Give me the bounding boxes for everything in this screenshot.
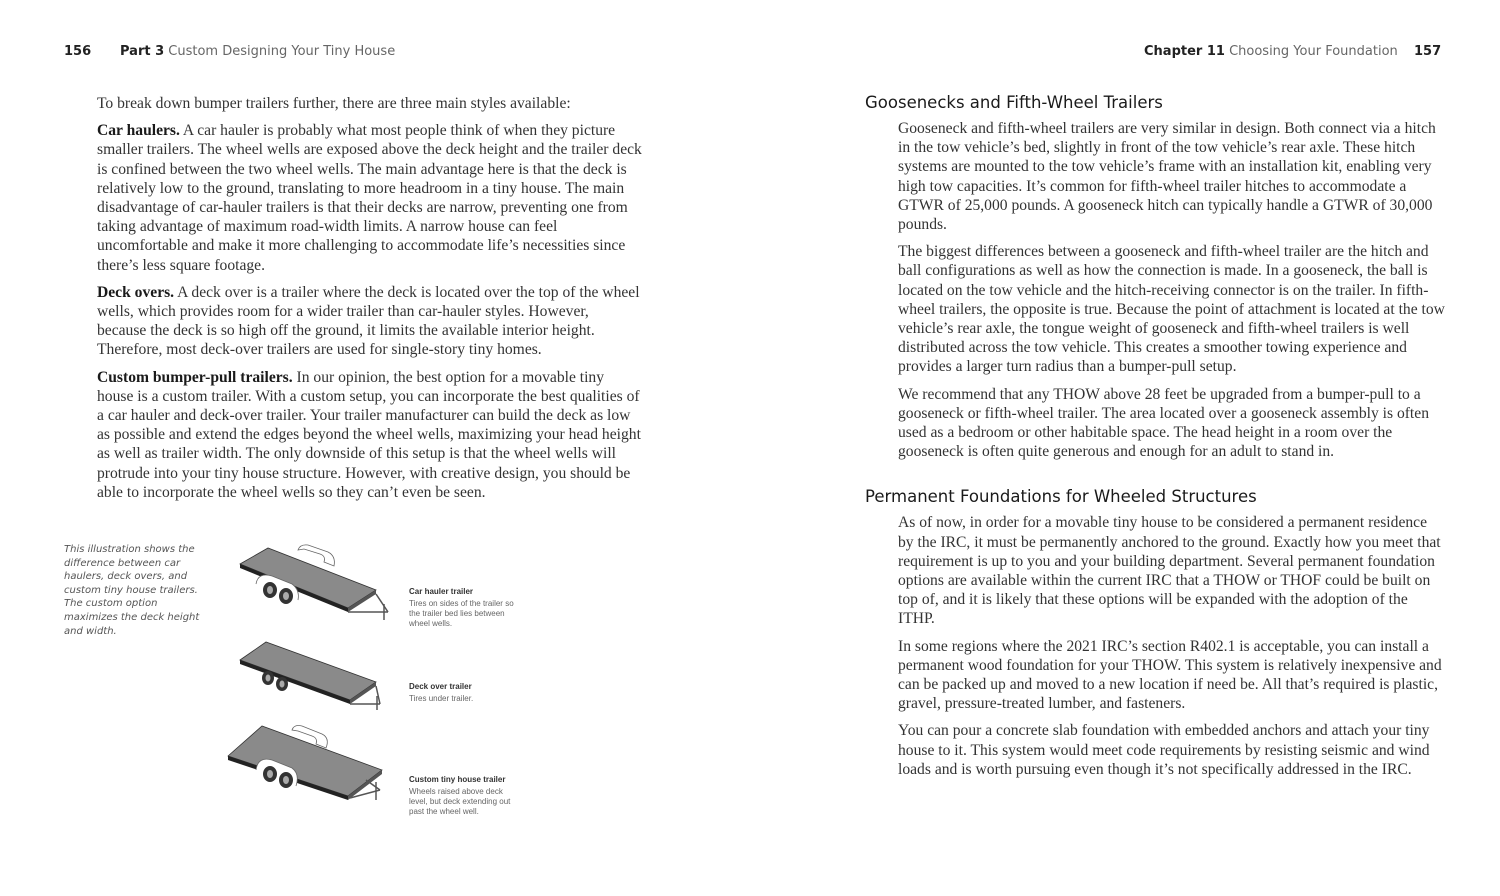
style-paragraph-deck-overs — [97, 283, 642, 360]
intro-paragraph: To break down bumper trailers further, there are three main styles available: — [97, 95, 571, 112]
body-paragraph: As of now, in order for a movable tiny house to be considered a permanent residence by the IRC, it must be permanently anchored to the ground. Exactly how you meet that requirement is up to you and your building department. Several permanent foundation options are available within the current IRC that a THOW or THOF could be built on top of, and it is likely that these options will be expanded with the adoption of the ITHP. — [898, 514, 1441, 628]
style-text: A deck over is a trailer where the deck is located over the top of the wheel wells, which provides room for a wider trailer than car-hauler styles. However, because the deck is so high off the ground, it limits the available interior height. Therefore, most deck-over trailers are used for single-story tiny homes. — [97, 283, 640, 359]
style-paragraph-custom-bumper-pull — [97, 368, 642, 502]
trailer-description: Tires under trailer. — [409, 694, 474, 703]
right-page-body — [865, 93, 1445, 787]
right-running-header — [1144, 44, 1398, 59]
deck-over-trailer-illustration — [236, 638, 386, 713]
figure-caption: This illustration shows the difference between car haulers, deck overs, and custom tiny house trailers. The custom option maximizes the deck height and width. — [64, 544, 200, 637]
part-title: Custom Designing Your Tiny House — [168, 44, 396, 59]
style-term: Car haulers. — [97, 122, 180, 140]
left-page-number: 156 — [64, 44, 92, 59]
style-term: Custom bumper-pull trailers. — [97, 368, 293, 386]
body-paragraph: We recommend that any THOW above 28 feet be upgraded from a bumper-pull to a gooseneck or fifth-wheel trailer. The area located over a gooseneck assembly is often used as a bedroom or other habitable space. The head height in a room over the gooseneck is often quite generous and enough for an adult to stand in. — [898, 385, 1429, 461]
section-heading-permanent-foundations: Permanent Foundations for Wheeled Structures — [865, 487, 1257, 507]
right-page-number: 157 — [1414, 44, 1442, 59]
section-heading-goosenecks: Goosenecks and Fifth-Wheel Trailers — [865, 93, 1163, 112]
trailer-label-deck-over — [409, 682, 519, 704]
part-label: Part 3 — [120, 44, 165, 59]
trailer-title: Custom tiny house trailer — [409, 775, 506, 784]
left-page-body — [97, 94, 642, 510]
body-paragraph: The biggest differences between a gooseneck and fifth-wheel trailer are the hitch and ball configurations as well as how the connection is made. In a gooseneck, the ball is located on the tow vehicle and the hitch-receiving connector is on the trailer. In fifth-wheel trailers, the opposite is true. Because the point of attachment is located at the tow vehicle’s rear axle, the tongue weight of gooseneck and fifth-wheel trailers is well distributed across the tow vehicle. This creates a smoother towing experience and provides a larger turn radius than a bumper-pull setup. — [898, 243, 1445, 376]
body-paragraph: Gooseneck and fifth-wheel trailers are very similar in design. Both connect via a hitch in the tow vehicle’s bed, slightly in front of the tow vehicle’s rear axle. These hitch systems are mounted to the tow vehicle’s frame with an installation kit, enabling very high tow capacities. It’s common for fifth-wheel trailer hitches to accommodate a GTWR of 25,000 pounds. A gooseneck hitch can typically handle a GTWR of 30,000 pounds. — [898, 120, 1436, 234]
chapter-label: Chapter 11 — [1144, 44, 1225, 59]
left-running-header — [120, 44, 395, 59]
trailer-label-custom — [409, 775, 519, 817]
style-text: In our opinion, the best option for a movable tiny house is a custom trailer. With a custom setup, you can incorporate the best qualities of a car hauler and deck-over trailer. Your trailer manufacturer can build the deck as low as possible and extend the edges beyond the wheel wells, maximizing your head height as well as trailer width. The only downside of this setup is that the wheel wells will protrude into your tiny house structure. However, with creative design, you should be able to incorporate the wheel wells so they can’t even be seen. — [97, 368, 641, 501]
style-term: Deck overs. — [97, 283, 175, 301]
car-hauler-trailer-illustration — [228, 542, 398, 622]
section-body-permanent-foundations — [865, 513, 1445, 779]
custom-tiny-house-trailer-illustration — [226, 722, 386, 802]
body-paragraph: In some regions where the 2021 IRC’s section R402.1 is acceptable, you can install a permanent wood foundation for your THOW. This system is relatively inexpensive and can be packed up and moved to a new location if need be. All that’s required is plastic, gravel, pressure-treated lumber, and fasteners. — [898, 637, 1442, 713]
chapter-title: Choosing Your Foundation — [1229, 44, 1398, 59]
section-body-goosenecks — [865, 119, 1445, 461]
trailer-title: Deck over trailer — [409, 682, 472, 691]
trailer-title: Car hauler trailer — [409, 587, 474, 596]
body-paragraph: You can pour a concrete slab foundation with embedded anchors and attach your tiny house to it. This system would meet code requirements by resisting seismic and wind loads and is worth pursuing even though it’s not specifically addressed in the IRC. — [898, 722, 1430, 778]
trailer-description: Wheels raised above deck level, but deck extending out past the wheel well. — [409, 787, 511, 816]
trailer-description: Tires on sides of the trailer so the trailer bed lies between wheel wells. — [409, 599, 514, 628]
style-paragraph-car-haulers — [97, 121, 642, 275]
style-text: A car hauler is probably what most people think of when they picture smaller trailers. The wheel wells are exposed above the deck height and the trailer deck is confined between the two wheel wells. The main advantage here is that the deck is relatively low to the ground, translating to more headroom in a tiny house. The main disadvantage of car-hauler trailers is that their decks are narrow, preventing one from taking advantage of maximum road-width limits. A narrow house can feel uncomfortable and make it more challenging to accommodate life’s necessities since there’s less square footage. — [97, 122, 642, 274]
trailer-label-car-hauler — [409, 587, 519, 629]
